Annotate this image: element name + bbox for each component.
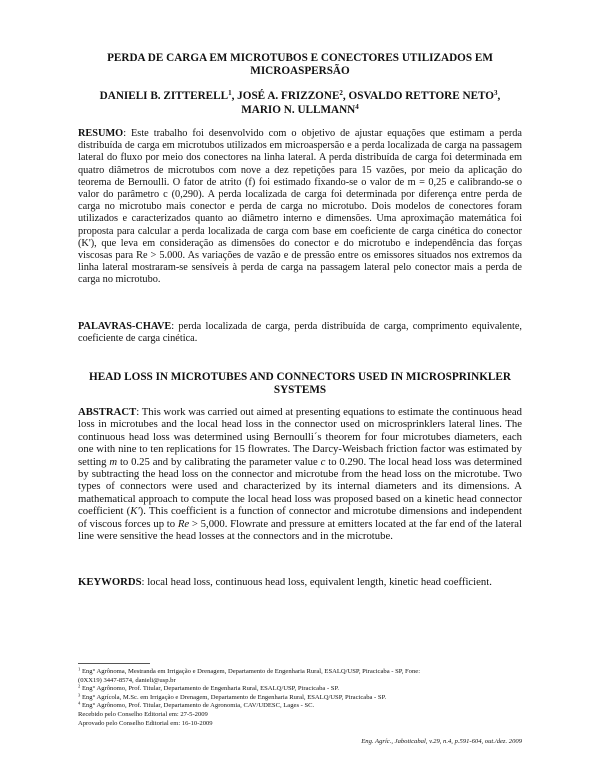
approved-date [78, 720, 522, 729]
footnote-mark: 2 [78, 683, 81, 689]
footnote-text: Eng° Agrônoma, Mestranda em Irrigação e Drenagem, Departamento de Engenharia Rural, ESALQ/USP, Piracicaba - SP, Fone: [80, 668, 421, 675]
footnote-text: Aprovado pelo Conselho Editorial em: 16-10-2009 [78, 719, 213, 727]
palavras-chave-text: : perda localizada de carga, perda distribuída de carga, comprimento equivalente, coeficiente de carga cinética. [78, 321, 522, 345]
abstract-text: to 0.25 and by calibrating the parameter value [117, 455, 321, 468]
footnote-text: Eng° Agrícola, M.Sc. em Irrigação e Drenagem, Departamento de Engenharia Rural, ESALQ/USP, Piracicaba - SP. [80, 693, 387, 701]
footnote-text: Eng° Agrônomo, Prof. Titular, Departamento de Engenharia Rural, ESALQ/USP, Piracicaba - SP. [80, 685, 340, 693]
keywords-paragraph [78, 576, 522, 588]
author-separator: , [497, 90, 501, 102]
resumo-paragraph [78, 128, 522, 287]
received-date [78, 711, 522, 720]
palavras-chave-label: PALAVRAS-CHAVE [78, 321, 172, 332]
abstract-text: : This work was carried out aimed at presenting equations to estimate the continuous head loss in microtubes and the local head loss in the connector used on microsprinklers lateral lines. The continuous head loss was determined using Bernoulli´s theorem for four microtubes diameters, each one with nine to ten replications for 15 flowrates. The Darcy-Weisbach friction factor was estimated by setting [78, 406, 522, 468]
footnote-line [78, 685, 522, 694]
footnote-text: Eng° Agrônomo, Prof. Titular, Departamento de Agronomia, CAV/UDESC, Lages - SC. [80, 702, 315, 710]
author-name: DANIELI B. ZITTERELL [99, 90, 229, 102]
keywords-label: KEYWORDS [78, 576, 142, 588]
paper-title: PERDA DE CARGA EM MICROTUBOS E CONECTORES UTILIZADOS EM MICROASPERSÃO [107, 52, 493, 77]
footnote-text: (0XX19) 3447-8574, danieli@usp.br [78, 676, 176, 684]
abstract-label: ABSTRACT [78, 406, 137, 418]
palavras-chave-paragraph [78, 321, 522, 345]
abstract-symbol-re: Re [177, 517, 190, 530]
resumo-text: : Este trabalho foi desenvolvido com o objetivo de ajustar equações que estimam a perda distribuída de carga em microtubos utilizados em microaspersão e a perda localizada de carga na passagem lateral do fluxo por meio dos conectores na linha lateral. A perda distribuída de carga foi determinada em quatro diâmetros de microtubos com nove a dez repetições para 15 vazões, por meio da aplicação do teorema de Bernoulli. O fator de atrito (f) foi estimado fixando-se o valor de m = 0,25 e calibrando-se o valor do parâmetro c (0,290). A perda localizada de carga foi determinada por diferença entre perda de carga no microtubo mais conector e perda de carga no microtubo. Dois modelos de conectores foram utilizados e caracterizados quanto ao diâmetro interno e dimensões. Uma aproximação matemática foi proposta para calcular a perda localizada de carga com base em coeficiente de carga cinética do conector (K'), que leva em consideração as dimensões do conector e do microtubo e independência das forças viscosas para Re > 5.000. As variações de vazão e de pressão entre os emissores situados nos extremos da linha lateral mostraram-se sensíveis à perda de carga na passagem lateral pelo conector mais a perda de carga no microtubo. [78, 128, 522, 286]
footnote-text: Recebido pelo Conselho Editorial em: 27-5-2009 [78, 710, 208, 718]
author-separator: , [342, 90, 349, 102]
author-name: OSVALDO RETTORE NETO [348, 90, 495, 102]
author-name: MARIO N. ULLMANN [241, 104, 356, 116]
footnotes [78, 668, 522, 728]
author-name: JOSÉ A. FRIZZONE [237, 90, 340, 102]
abstract-symbol-m: m [109, 455, 118, 468]
abstract-text: to 0.290. The local head loss was determined by subtracting the head loss on the connector and microtube from the head loss on the microtube. Two types of connectors were used and characterized by its internal diameters and its dimensions. A mathematical approach to compute the local head loss was proposed based on a kinetic head connector coefficient ( [78, 455, 523, 518]
abstract-symbol-k: K' [130, 505, 140, 518]
author-separator: , [231, 90, 238, 102]
footnote-line [78, 702, 522, 711]
footnote-mark: 1 [78, 666, 81, 672]
abstract-symbol-c: c [320, 455, 326, 468]
author-affiliation-mark: 2 [339, 89, 343, 97]
abstract-text: ). This coefficient is a function of connector and microtube dimensions and independent of viscous forces up to [78, 505, 522, 530]
author-affiliation-mark: 1 [228, 89, 232, 97]
author-list [78, 89, 522, 117]
footnote-line [78, 677, 522, 686]
english-title: HEAD LOSS IN MICROTUBES AND CONNECTORS USED IN MICROSPRINKLER SYSTEMS [89, 371, 511, 396]
keywords-text: : local head loss, continuous head loss, equivalent length, kinetic head coefficient. [141, 576, 492, 588]
abstract-text: > 5,000. Flowrate and pressure at emitters located at the far end of the lateral line were sensitive the head losses at the connectors and in the microtube. [78, 517, 522, 543]
abstract-paragraph [78, 406, 522, 542]
author-affiliation-mark: 4 [355, 103, 359, 111]
footnote-line [78, 668, 522, 677]
author-affiliation-mark: 3 [494, 89, 498, 97]
footnote-mark: 4 [78, 700, 81, 706]
footnote-divider [78, 663, 150, 664]
journal-reference: Eng. Agríc., Jaboticabal, v.29, n.4, p.591-604, out./dez. 2009 [361, 738, 522, 745]
footnote-mark: 3 [78, 692, 81, 698]
resumo-label: RESUMO [78, 128, 124, 139]
